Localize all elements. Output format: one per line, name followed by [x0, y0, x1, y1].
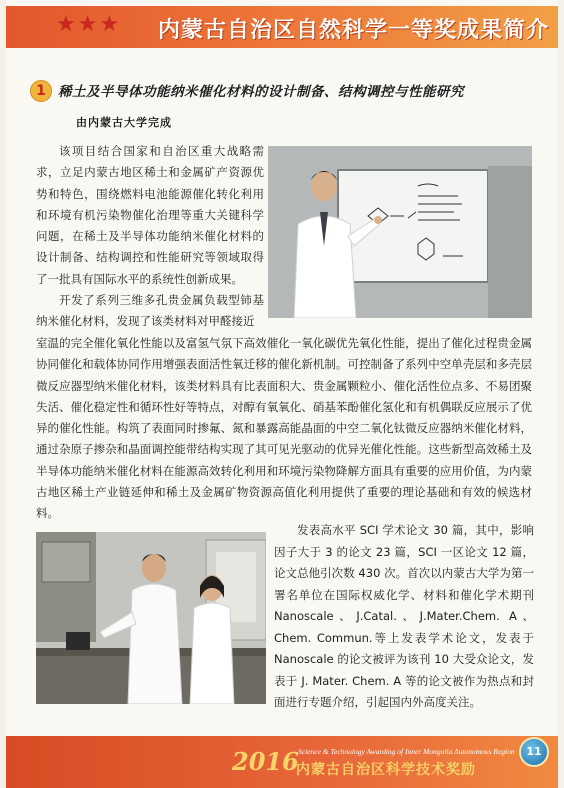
- paragraph-publications: 发表高水平 SCI 学术论文 30 篇，其中，影响因子大于 3 的论文 23 篇，SCI 一区论文 12 篇，论文总他引次数 430 次。首次以内蒙古大学为第一署名单位在国际权威化学、材料和催化学术期刊Nanoscale、J.Catal.、J.Mater.Chem. A、Chem. Commun.等上发表学术论文，发表于Nanoscale 的论文被评为该刊 10 大受众论文，发表于 J. Mater. Chem. A 等的论文被作为热点和封面进行专题介绍，引起国内外高度关注。: [274, 523, 534, 709]
- laboratory-scene-illustration: [36, 532, 266, 704]
- page: [6, 0, 558, 788]
- section-number-badge: 1: [30, 80, 52, 102]
- page-title: 内蒙古自治区自然科学一等奖成果简介: [158, 18, 550, 43]
- section-title: 稀土及半导体功能纳米催化材料的设计制备、结构调控与性能研究: [58, 84, 464, 100]
- paragraph-research-results-intro: 开发了系列三维多孔贵金属负载型铈基纳米催化材料，发现了该类材料对甲醛接近: [36, 293, 264, 329]
- footer-chinese-title: 内蒙古自治区科学技术奖励: [296, 762, 476, 778]
- footer-year: 2016: [232, 747, 299, 776]
- paragraph-research-results: 室温的完全催化氧化性能以及富氢气氛下高效催化一氧化碳优先氧化性能，提出了催化过程贵金属协同催化和载体协同作用增强表面活性氧迁移的催化新机制。可控制备了系列中空单壳层和多壳层微反应器型纳米催化材料，该类材料具有比表面积大、贵金属颗粒小、催化活性位点多、不易团聚失活、催化稳定性和循环性好等特点，对醇有氧氧化、硝基苯酚催化氢化和有机偶联反应展示了优异的催化性能。构筑了表面同时掺氟、氮和暴露高能晶面的中空二氧化钛微反应器纳米催化材料，通过杂原子掺杂和晶面调控能带结构实现了其可见光驱动的优异光催化性能。这些新型高效稀土及半导体功能纳米催化材料在能源高效转化利用和环境污染物降解方面具有重要的应用价值，为内蒙古地区稀土产业链延伸和稀土及金属矿物资源高值化利用提供了重要的理论基础和有效的候选材料。: [36, 336, 532, 521]
- page-number: 11: [519, 737, 549, 767]
- completing-unit: 由内蒙古大学完成: [76, 116, 172, 129]
- whiteboard-scene-illustration: [268, 146, 532, 318]
- star-icons: ★★★: [56, 12, 122, 37]
- photo-laboratory-researchers: [36, 532, 266, 704]
- photo-researcher-at-whiteboard: [268, 146, 532, 318]
- paragraph-overview: 该项目结合国家和自治区重大战略需求，立足内蒙古地区稀土和金属矿产资源优势和特色，围绕燃料电池能源催化转化利用和环境有机污染物催化治理等重大关键科学问题，在稀土及半导体功能纳米催化材料的设计制备、结构调控和性能研究等领域取得了一批具有国际水平的系统性创新成果。: [36, 144, 264, 286]
- header-banner: [6, 6, 558, 48]
- footer-english-title: Science & Technology Awarding of Inner Mongolia Autonomous Region: [298, 747, 515, 756]
